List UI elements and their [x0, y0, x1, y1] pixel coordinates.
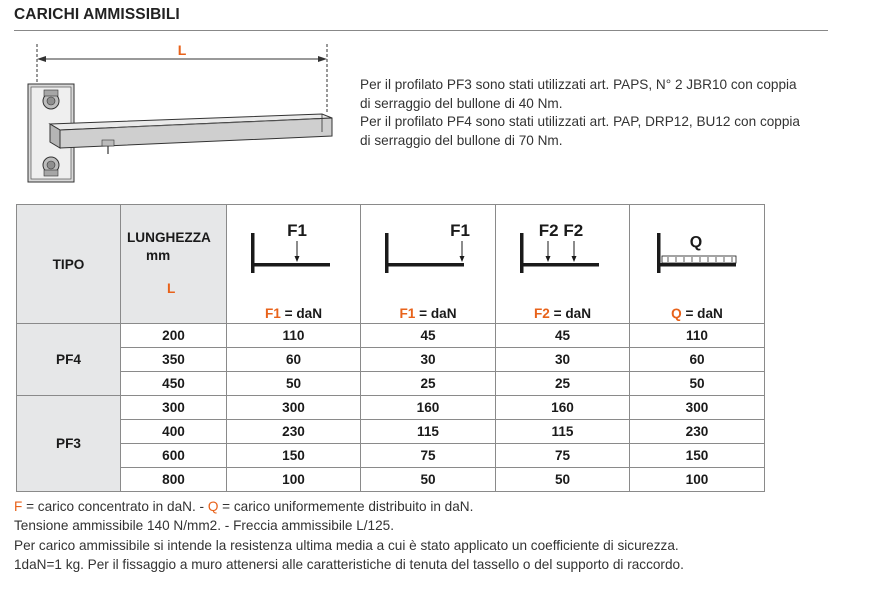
bracket-drawing: [22, 40, 342, 190]
load-unit-label: F1 = daN: [399, 306, 457, 321]
value-cell: 30: [496, 348, 630, 372]
lunghezza-unit: mm: [146, 248, 171, 263]
value-cell: 60: [227, 348, 361, 372]
value-cell: 300: [630, 396, 765, 420]
type-cell: PF3: [17, 396, 121, 492]
value-cell: 75: [496, 444, 630, 468]
length-cell: 600: [121, 444, 227, 468]
load-column-header: [227, 205, 361, 324]
table-row: [17, 468, 765, 492]
lunghezza-label: LUNGHEZZA: [127, 230, 211, 245]
note-line: 1daN=1 kg. Per il fissaggio a muro attenersi alle caratteristiche di tenuta del tassello o del supporto di raccordo.: [14, 556, 684, 572]
title-divider: [14, 30, 828, 31]
value-cell: 110: [227, 324, 361, 348]
value-cell: 45: [361, 324, 496, 348]
distributed-load-diagram-icon: [630, 205, 764, 300]
length-cell: 200: [121, 324, 227, 348]
end-load-diagram-icon: [361, 205, 495, 300]
value-cell: 150: [227, 444, 361, 468]
value-cell: 100: [630, 468, 765, 492]
table-row: [17, 324, 765, 348]
value-cell: 100: [227, 468, 361, 492]
value-cell: 230: [630, 420, 765, 444]
value-cell: 300: [227, 396, 361, 420]
two-point-load-diagram-icon: [496, 205, 629, 300]
diagram-force-label: F2 F2: [538, 221, 584, 240]
note-line: Tensione ammissibile 140 N/mm2. - Freccia ammissibile L/125.: [14, 518, 395, 534]
table-row: [17, 396, 765, 420]
value-cell: 160: [496, 396, 630, 420]
length-cell: 450: [121, 372, 227, 396]
value-cell: 45: [496, 324, 630, 348]
value-cell: 75: [361, 444, 496, 468]
description-line: Per il profilato PF3 sono stati utilizzati art. PAPS, N° 2 JBR10 con coppia: [360, 77, 797, 92]
table-row: [17, 444, 765, 468]
lunghezza-symbol: L: [167, 281, 176, 296]
note-line: Per carico ammissibile si intende la resistenza ultima media a cui è stato applicato un coefficiente di sicurezza.: [14, 537, 679, 553]
tipo-header: TIPO: [17, 205, 121, 324]
value-cell: 230: [227, 420, 361, 444]
value-cell: 160: [361, 396, 496, 420]
value-cell: 115: [361, 420, 496, 444]
value-cell: 30: [361, 348, 496, 372]
notes: [14, 497, 684, 574]
length-cell: 350: [121, 348, 227, 372]
value-cell: 25: [361, 372, 496, 396]
length-dimension-label: L: [177, 42, 187, 58]
tip-load-diagram-icon: [227, 205, 360, 300]
diagram-force-label: F1: [450, 221, 470, 240]
value-cell: 50: [361, 468, 496, 492]
value-cell: 50: [496, 468, 630, 492]
description-line: di serraggio del bullone di 70 Nm.: [360, 132, 563, 148]
load-unit-label: Q = daN: [671, 306, 723, 321]
load-column-header: [361, 205, 496, 324]
value-cell: 25: [496, 372, 630, 396]
table-header-row: [17, 205, 765, 324]
load-column-header: [630, 205, 765, 324]
value-cell: 110: [630, 324, 765, 348]
value-cell: 50: [227, 372, 361, 396]
load-table: [16, 204, 765, 492]
description-line: di serraggio del bullone di 40 Nm.: [360, 95, 563, 111]
table-row: [17, 420, 765, 444]
diagram-force-label: F1: [287, 221, 307, 240]
load-unit-label: F1 = daN: [264, 306, 323, 321]
page-title: CARICHI AMMISSIBILI: [14, 6, 180, 23]
description: [360, 76, 840, 150]
table-row: [17, 348, 765, 372]
length-cell: 400: [121, 420, 227, 444]
length-cell: 800: [121, 468, 227, 492]
lunghezza-header: [121, 205, 227, 324]
description-line: Per il profilato PF4 sono stati utilizzati art. PAP, DRP12, BU12 con coppia: [360, 114, 800, 130]
length-cell: 300: [121, 396, 227, 420]
note-legend: F = carico concentrato in daN. - Q = carico uniformemente distribuito in daN.: [14, 499, 474, 514]
type-cell: PF4: [17, 324, 121, 396]
value-cell: 50: [630, 372, 765, 396]
value-cell: 115: [496, 420, 630, 444]
table-row: [17, 372, 765, 396]
value-cell: 60: [630, 348, 765, 372]
load-column-header: [496, 205, 630, 324]
diagram-force-label: Q: [689, 234, 703, 251]
value-cell: 150: [630, 444, 765, 468]
load-unit-label: F2 = daN: [533, 306, 592, 321]
